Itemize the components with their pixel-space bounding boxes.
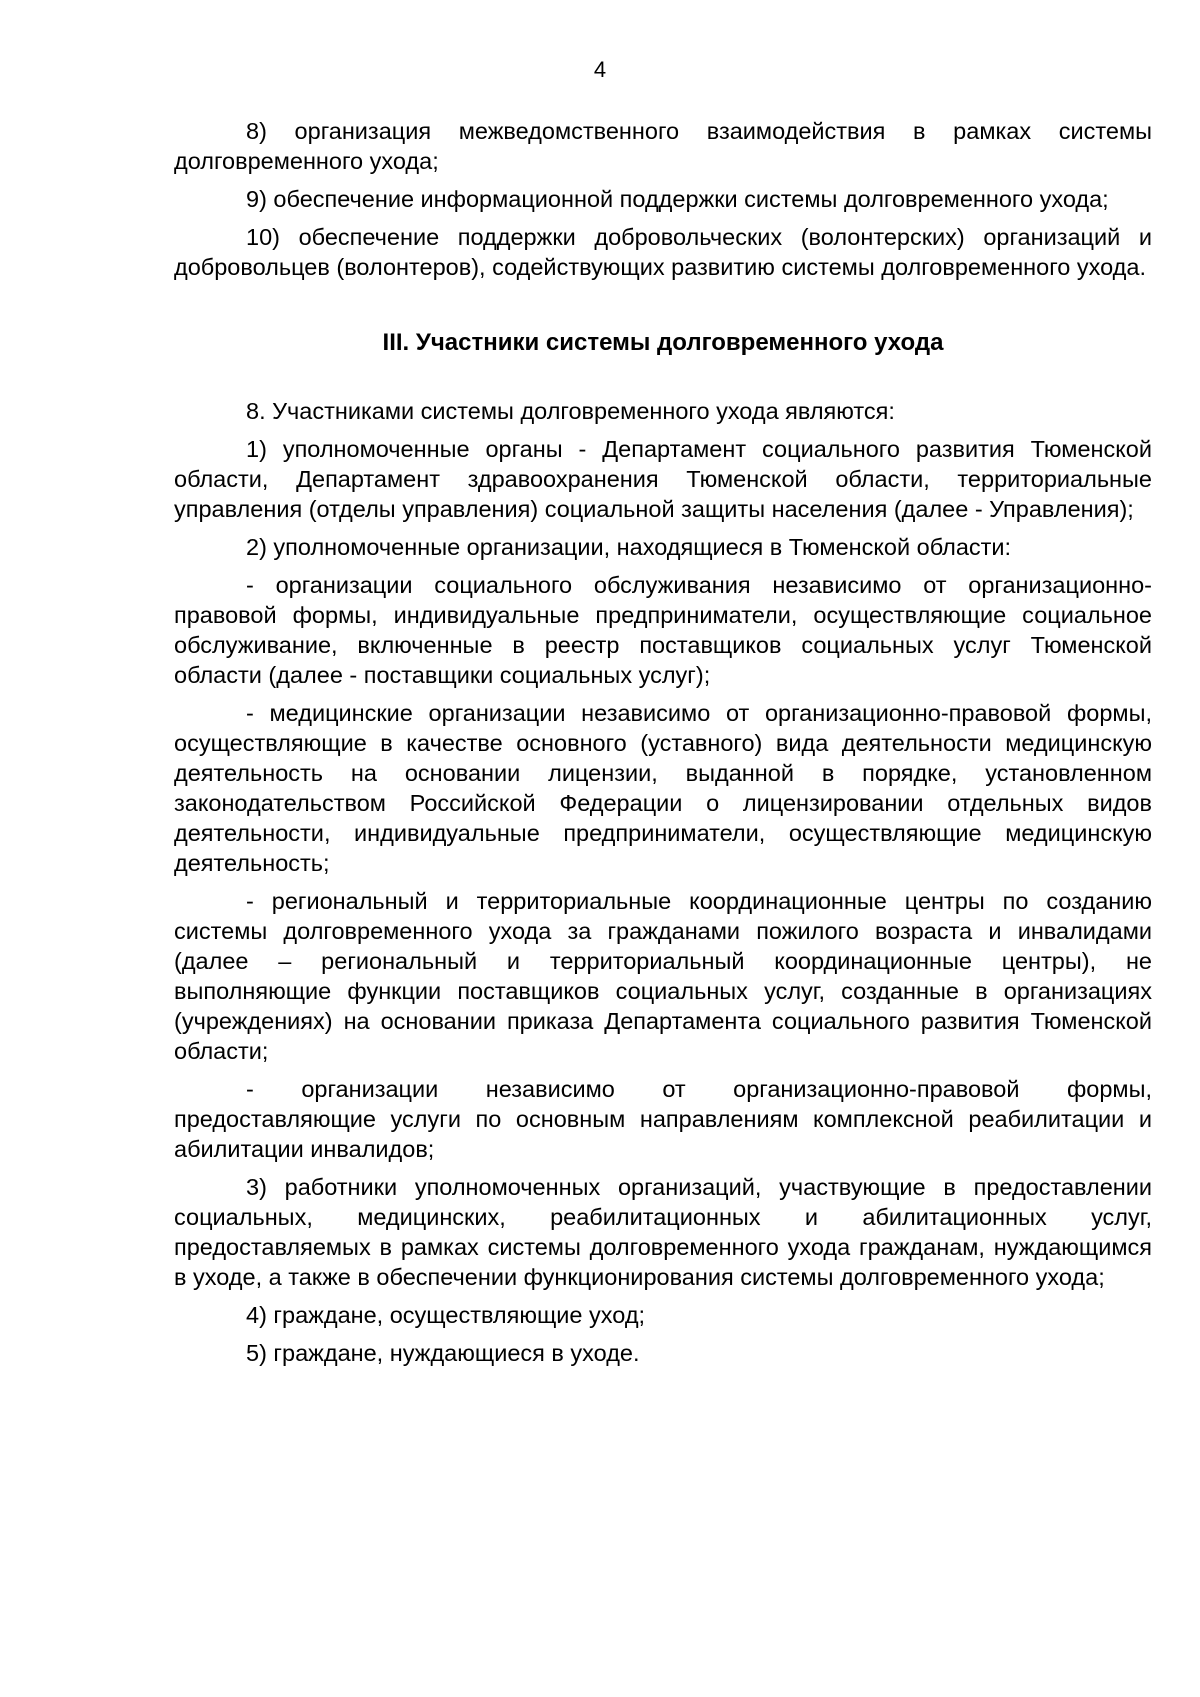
- list-item: 4) граждане, осуществляющие уход;: [246, 1302, 646, 1328]
- list-item: - медицинские организации независимо от организационно-правовой формы, осуществляющие в качестве основного (уставного) вида деятельности медицинскую деятельность на основании лицензии, выданной в порядке, установленном законодательством Российской Федерации о лицензировании отдельных видов деятельности, индивидуальные предприниматели, осуществляющие медицинскую деятельность;: [174, 700, 1152, 876]
- list-item: 5) граждане, нуждающиеся в уходе.: [246, 1340, 640, 1366]
- list-item: - организации независимо от организационно-правовой формы, предоставляющие услуги по основным направлениям комплексной реабилитации и абилитации инвалидов;: [174, 1076, 1152, 1162]
- list-item: 8) организация межведомственного взаимодействия в рамках системы долговременного ухода;: [174, 118, 1152, 174]
- document-body: [174, 116, 1152, 1376]
- list-item: 1) уполномоченные органы - Департамент социального развития Тюменской области, Департамент здравоохранения Тюменской области, территориальные управления (отделы управления) социальной защиты населения (далее - Управления);: [174, 436, 1152, 522]
- section-heading: III. Участники системы долговременного ухода: [382, 329, 944, 356]
- list-item: 9) обеспечение информационной поддержки системы долговременного ухода;: [246, 186, 1109, 212]
- page-number: 4: [593, 57, 607, 82]
- list-item: - региональный и территориальные координационные центры по созданию системы долговременного ухода за гражданами пожилого возраста и инвалидами (далее – региональный и территориальный координационные центры), не выполняющие функции поставщиков социальных услуг, созданные в организациях (учреждениях) на основании приказа Департамента социального развития Тюменской области;: [174, 888, 1152, 1064]
- list-item: 10) обеспечение поддержки добровольческих (волонтерских) организаций и добровольцев (волонтеров), содействующих развитию системы долговременного ухода.: [174, 224, 1152, 280]
- list-item: 3) работники уполномоченных организаций, участвующие в предоставлении социальных, медицинских, реабилитационных и абилитационных услуг, предоставляемых в рамках системы долговременного ухода гражданам, нуждающимся в уходе, а также в обеспечении функционирования системы долговременного ухода;: [174, 1174, 1152, 1290]
- list-item: - организации социального обслуживания независимо от организационно-правовой формы, индивидуальные предприниматели, осуществляющие социальное обслуживание, включенные в реестр поставщиков социальных услуг Тюменской области (далее - поставщики социальных услуг);: [174, 572, 1152, 688]
- list-item: 2) уполномоченные организации, находящиеся в Тюменской области:: [246, 534, 1012, 560]
- paragraph: 8. Участниками системы долговременного ухода являются:: [246, 398, 895, 424]
